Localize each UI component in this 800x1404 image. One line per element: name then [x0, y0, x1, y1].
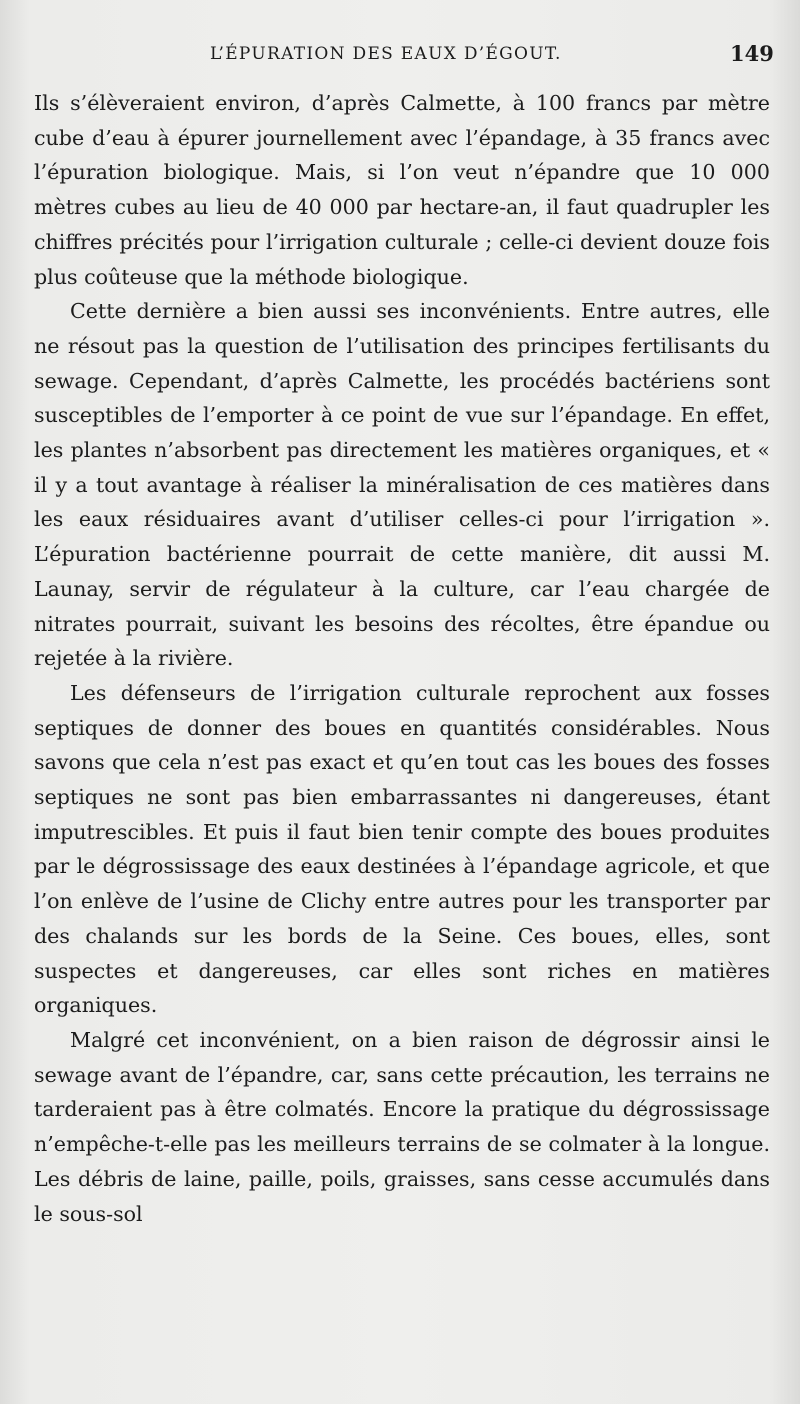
paragraph-4: Malgré cet inconvénient, on a bien raison de dégrossir ainsi le sewage avant de l’épandre, car, sans cette précaution, les terrains ne tarderaient pas à être colmatés. Encore la pratique du dégrossissage n’empêche-t-elle pas les meilleurs terrains de se colmater à la longue. Les débris de laine, paille, poils, graisses, sans cesse accumulés dans le sous-sol [34, 1027, 770, 1226]
paragraph-1: Ils s’élèveraient environ, d’après Calmette, à 100 francs par mètre cube d’eau à épurer journellement avec l’épandage, à 35 francs avec l’épuration biologique. Mais, si l’on veut n’épandre que 10 000 mètres cubes au lieu de 40 000 par hectare-an, il faut quadrupler les chiffres précités pour l’irrigation culturale ; celle-ci devient douze fois plus coûteuse que la méthode biologique. [34, 91, 770, 289]
body-text [34, 86, 770, 1231]
paragraph-3: Les défenseurs de l’irrigation culturale reprochent aux fosses septiques de donner des boues en quantités considérables. Nous savons que cela n’est pas exact et qu’en tout cas les boues des fosses septiques ne sont pas bien embarrassantes ni dangereuses, étant imputrescibles. Et puis il faut bien tenir compte des boues produites par le dégrossissage des eaux destinées à l’épandage agricole, et que l’on enlève de l’usine de Clichy entre autres pour les transporter par des chalands sur les bords de la Seine. Ces boues, elles, sont suspectes et dangereuses, car elles sont riches en matières organiques. [34, 680, 770, 1018]
page-number: 149 [730, 41, 774, 66]
running-head [0, 41, 800, 74]
paragraph-2: Cette dernière a bien aussi ses inconvénients. Entre autres, elle ne résout pas la question de l’utilisation des principes fertilisants du sewage. Cependant, d’après Calmette, les procédés bactériens sont susceptibles de l’emporter à ce point de vue sur l’épandage. En effet, les plantes n’absorbent pas directement les matières organiques, et « il y a tout avantage à réaliser la minéralisation de ces matières dans les eaux résiduaires avant d’utiliser celles-ci pour l’irrigation ». L’épuration bactérienne pourrait de cette manière, dit aussi M. Launay, servir de régulateur à la culture, car l’eau chargée de nitrates pourrait, suivant les besoins des récoltes, être épandue ou rejetée à la rivière. [34, 299, 770, 671]
running-title: L’ÉPURATION DES EAUX D’ÉGOUT. [210, 44, 562, 64]
